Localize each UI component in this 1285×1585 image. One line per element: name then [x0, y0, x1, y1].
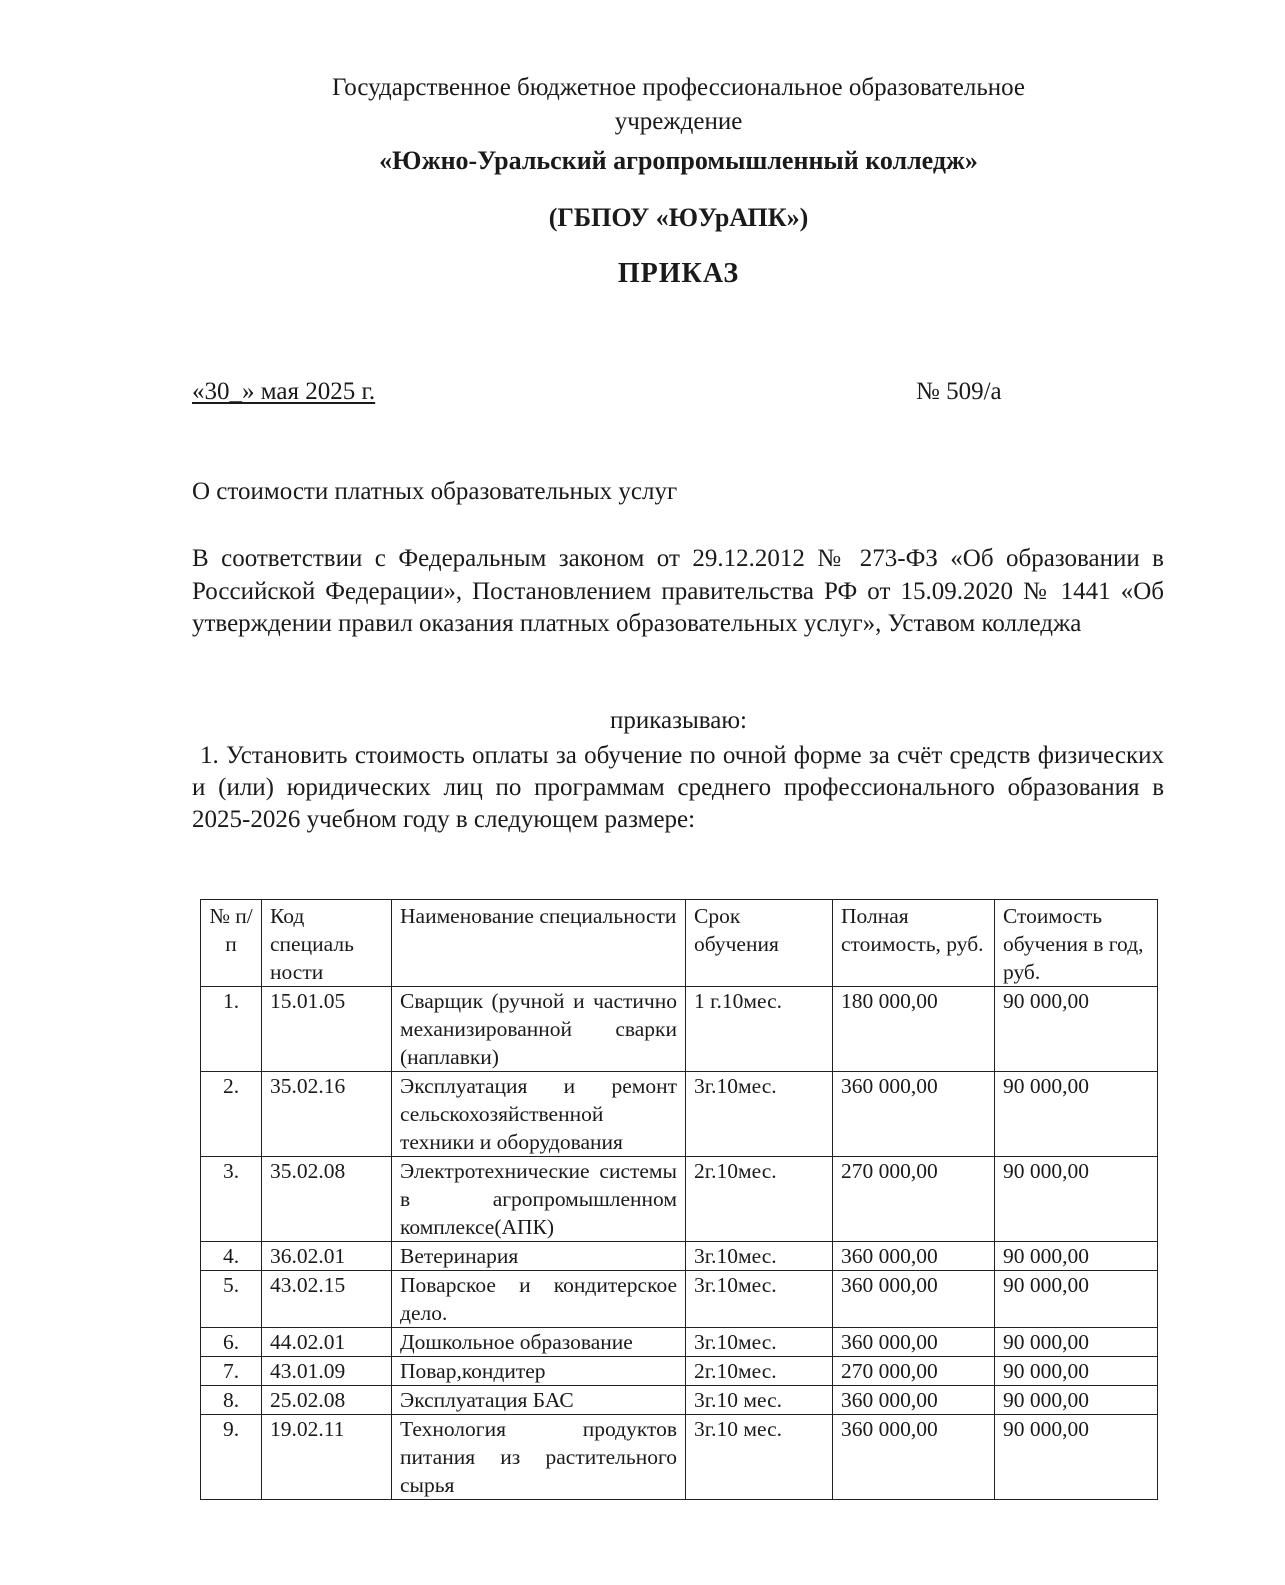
cell-full-cost: 360 000,00 — [833, 1328, 995, 1357]
cell-code: 35.02.16 — [262, 1072, 392, 1157]
cell-term: 2г.10мес. — [686, 1357, 833, 1386]
cell-full-cost: 360 000,00 — [833, 1415, 995, 1500]
cell-num: 8. — [201, 1386, 262, 1415]
order-item-1-text: 1. Установить стоимость оплаты за обучение по очной форме за счёт средств физических и (или) юридических лиц по программам среднего профессионального образования в 2025-2026 учебном году в следующем размере: — [192, 742, 1164, 833]
cell-full-cost: 360 000,00 — [833, 1072, 995, 1157]
cell-code: 15.01.05 — [262, 987, 392, 1072]
cell-term: 3г.10мес. — [686, 1072, 833, 1157]
order-word: приказываю: — [610, 707, 747, 734]
cell-year-cost: 90 000,00 — [995, 1242, 1158, 1271]
table-header-row — [201, 900, 1158, 987]
cell-code: 19.02.11 — [262, 1415, 392, 1500]
table-row — [201, 1415, 1158, 1500]
cell-code: 44.02.01 — [262, 1328, 392, 1357]
cell-code: 43.01.09 — [262, 1357, 392, 1386]
cell-term: 1 г.10мес. — [686, 987, 833, 1072]
header-code: Код специаль ности — [262, 900, 392, 987]
cell-num: 3. — [201, 1157, 262, 1242]
cell-term: 3г.10мес. — [686, 1242, 833, 1271]
fees-table — [200, 899, 1158, 1500]
cell-num: 1. — [201, 987, 262, 1072]
cell-year-cost: 90 000,00 — [995, 1072, 1158, 1157]
table-row — [201, 987, 1158, 1072]
cell-num: 2. — [201, 1072, 262, 1157]
cell-year-cost: 90 000,00 — [995, 987, 1158, 1072]
header-num: № п/п — [201, 900, 262, 987]
cell-full-cost: 360 000,00 — [833, 1271, 995, 1328]
table-row — [201, 1328, 1158, 1357]
table-row — [201, 1271, 1158, 1328]
cell-name: Сварщик (ручной и частично механизированной сварки (наплавки) — [392, 987, 686, 1072]
cell-num: 6. — [201, 1328, 262, 1357]
cell-name: Поварское и кондитерское дело. — [392, 1271, 686, 1328]
header-year-cost: Стоимость обучения в год, руб. — [995, 900, 1158, 987]
cell-code: 25.02.08 — [262, 1386, 392, 1415]
cell-name: Повар,кондитер — [392, 1357, 686, 1386]
cell-full-cost: 270 000,00 — [833, 1357, 995, 1386]
cell-name: Дошкольное образование — [392, 1328, 686, 1357]
cell-term: 3г.10 мес. — [686, 1386, 833, 1415]
header-full-cost: Полная стоимость, руб. — [833, 900, 995, 987]
cell-name: Эксплуатация и ремонт сельскохозяйственной техники и оборудования — [392, 1072, 686, 1157]
cell-full-cost: 360 000,00 — [833, 1242, 995, 1271]
cell-name: Эксплуатация БАС — [392, 1386, 686, 1415]
cell-num: 9. — [201, 1415, 262, 1500]
cell-year-cost: 90 000,00 — [995, 1328, 1158, 1357]
cell-num: 4. — [201, 1242, 262, 1271]
cell-term: 3г.10мес. — [686, 1328, 833, 1357]
cell-full-cost: 180 000,00 — [833, 987, 995, 1072]
cell-full-cost: 360 000,00 — [833, 1386, 995, 1415]
table-row — [201, 1386, 1158, 1415]
table-row — [201, 1357, 1158, 1386]
org-abbreviation: (ГБПОУ «ЮУрАПК») — [548, 203, 809, 232]
table-row — [201, 1157, 1158, 1242]
cell-year-cost: 90 000,00 — [995, 1271, 1158, 1328]
order-date: «30_» мая 2025 г. — [192, 378, 376, 405]
document-title: ПРИКАЗ — [617, 258, 740, 289]
cell-num: 5. — [201, 1271, 262, 1328]
cell-code: 43.02.15 — [262, 1271, 392, 1328]
org-name: «Южно-Уральский агропромышленный колледж» — [379, 146, 978, 175]
order-item-1 — [192, 740, 1164, 836]
cell-year-cost: 90 000,00 — [995, 1386, 1158, 1415]
cell-code: 35.02.08 — [262, 1157, 392, 1242]
header-name: Наименование специальности — [392, 900, 686, 987]
cell-name: Технология продуктов питания из растительного сырья — [392, 1415, 686, 1500]
cell-name: Электротехнические системы в агропромышленном комплексе(АПК) — [392, 1157, 686, 1242]
header-term: Срок обучения — [686, 900, 833, 987]
cell-year-cost: 90 000,00 — [995, 1357, 1158, 1386]
cell-term: 3г.10 мес. — [686, 1415, 833, 1500]
cell-year-cost: 90 000,00 — [995, 1415, 1158, 1500]
cell-code: 36.02.01 — [262, 1242, 392, 1271]
cell-name: Ветеринария — [392, 1242, 686, 1271]
org-line-2: учреждение — [614, 108, 743, 135]
cell-year-cost: 90 000,00 — [995, 1157, 1158, 1242]
order-number: № 509/а — [916, 378, 1002, 405]
preamble-paragraph: В соответствии с Федеральным законом от 29.12.2012 № 273-ФЗ «Об образовании в Российской Федерации», Постановлением правительства РФ от 15.09.2020 № 1441 «Об утверждении правил оказания платных образовательных услуг», Уставом колледжа — [192, 545, 1164, 637]
order-subject: О стоимости платных образовательных услуг — [192, 478, 678, 505]
org-line-1: Государственное бюджетное профессиональное образовательное — [331, 74, 1026, 101]
cell-full-cost: 270 000,00 — [833, 1157, 995, 1242]
cell-num: 7. — [201, 1357, 262, 1386]
table-row — [201, 1242, 1158, 1271]
cell-term: 3г.10мес. — [686, 1271, 833, 1328]
cell-term: 2г.10мес. — [686, 1157, 833, 1242]
table-row — [201, 1072, 1158, 1157]
